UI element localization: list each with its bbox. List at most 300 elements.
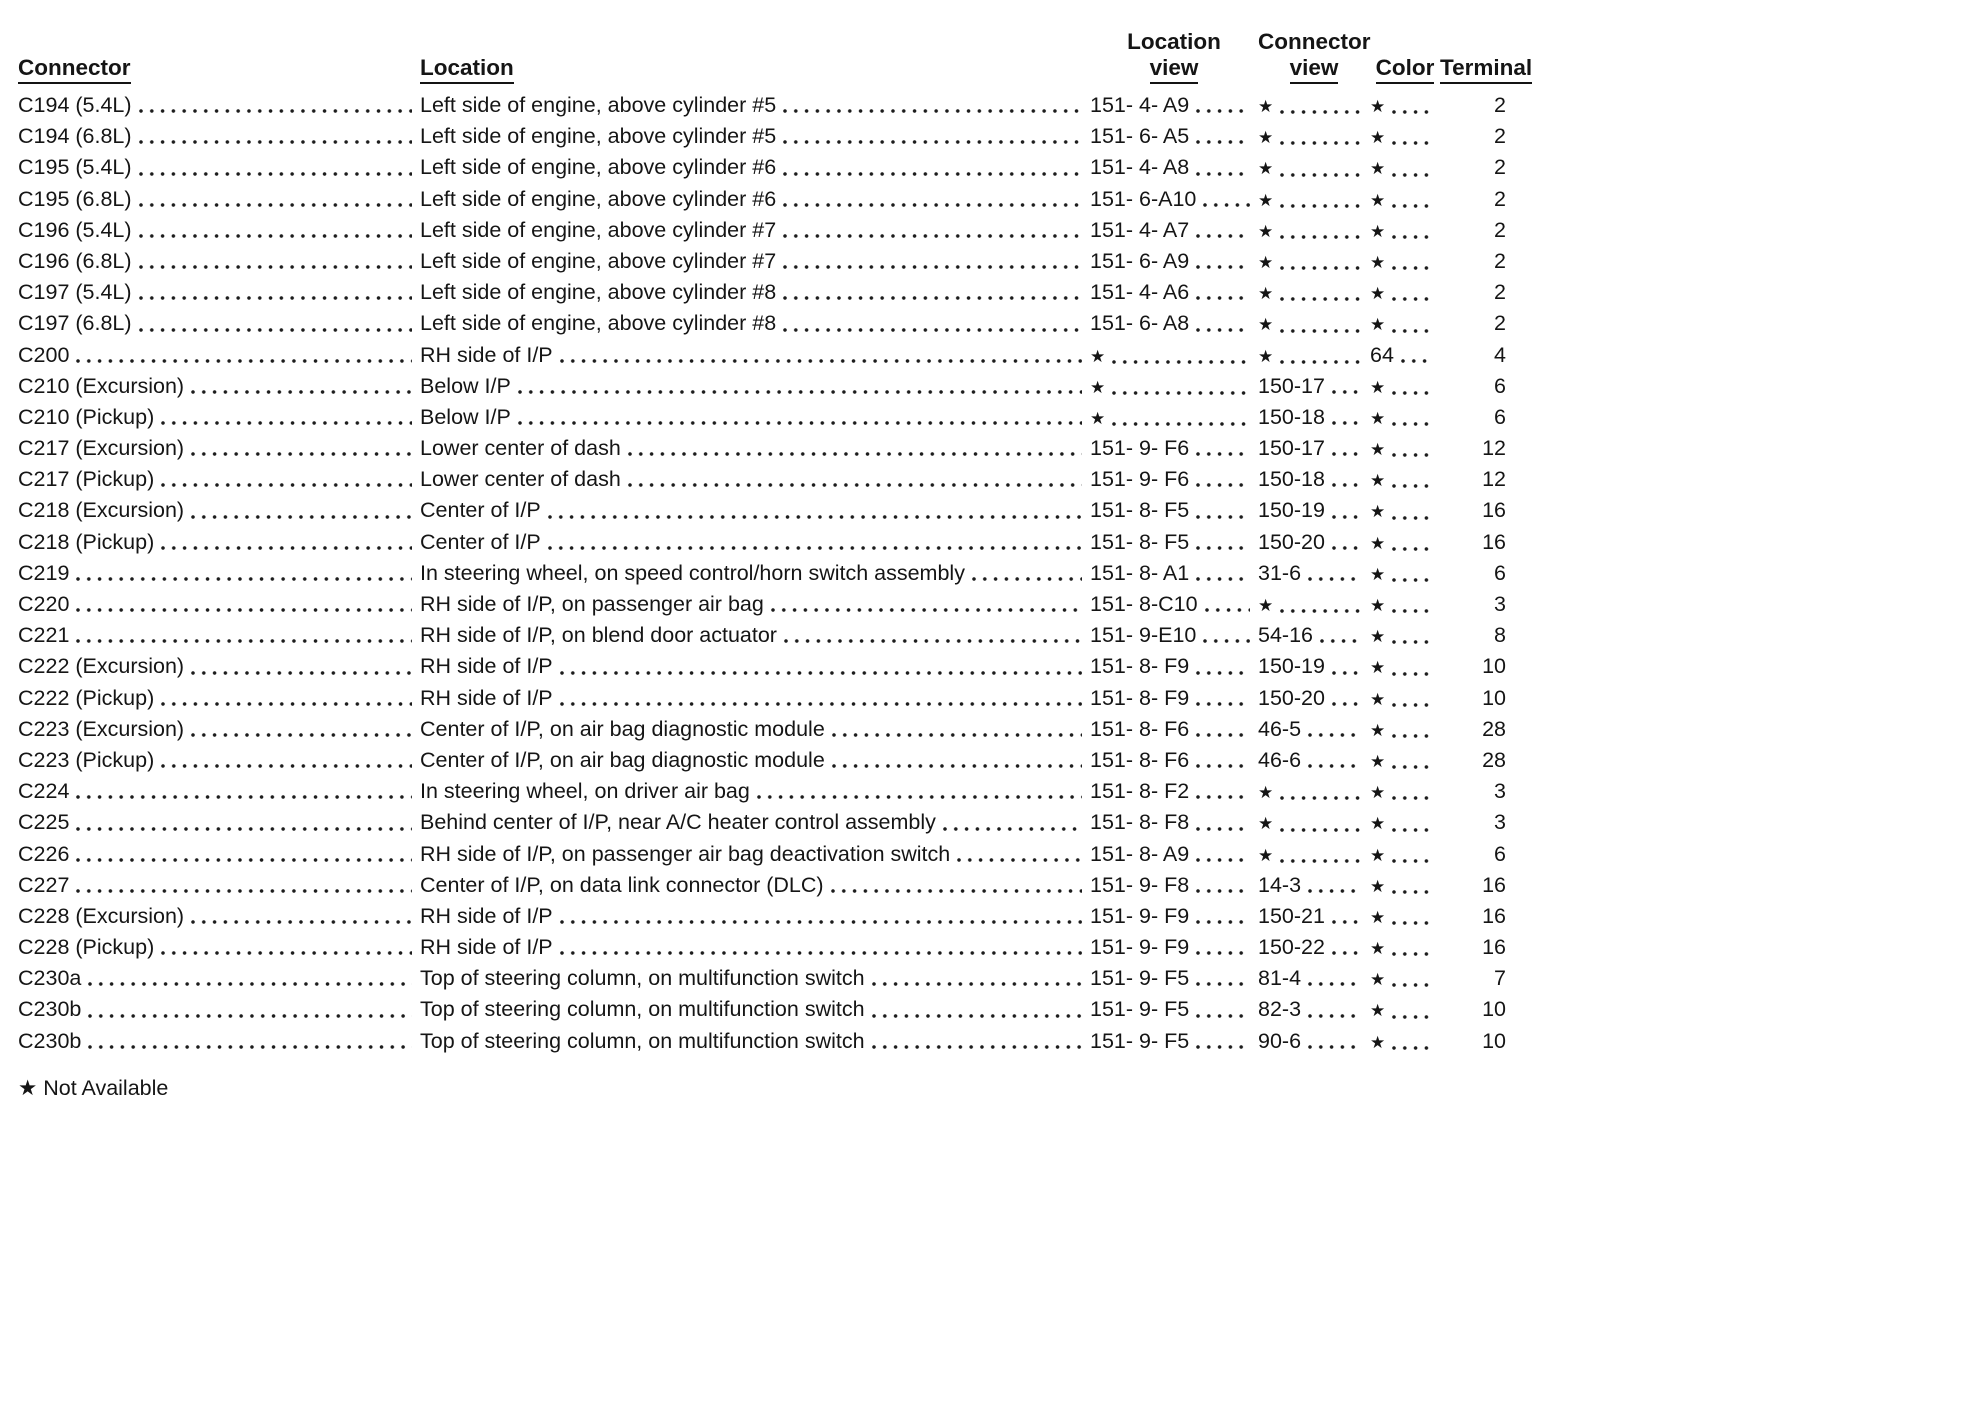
location-view-cell: [1090, 372, 1258, 403]
dot-leader: [1392, 141, 1432, 145]
table-row: [18, 683, 1530, 714]
connector-cell: [18, 277, 420, 308]
connector-id: C195 (5.4L): [18, 155, 132, 180]
table-row: [18, 932, 1530, 963]
connector-cell: [18, 1026, 420, 1057]
connector-id: C218 (Excursion): [18, 498, 185, 523]
terminal-cell: [1440, 371, 1530, 402]
dot-leader: [1280, 796, 1362, 800]
terminal-value: 10: [1482, 654, 1506, 679]
connector-location: RH side of I/P: [420, 903, 553, 928]
connector-location: Center of I/P, on air bag diagnostic module: [420, 747, 825, 772]
dot-leader: [139, 140, 412, 144]
table-row: [18, 402, 1530, 433]
location-view-cell: [1090, 341, 1258, 372]
location-view-value: ★: [1090, 346, 1106, 366]
connector-view-value: ★: [1258, 315, 1274, 335]
location-view-value: 151- 8- F6: [1090, 747, 1190, 772]
color-value: ★: [1370, 720, 1386, 740]
color-value: ★: [1370, 190, 1386, 210]
table-row: [18, 215, 1530, 246]
location-view-value: 151- 9- F8: [1090, 872, 1190, 897]
dot-leader: [783, 234, 1082, 238]
location-cell: [420, 683, 1090, 714]
dot-leader: [88, 1045, 412, 1049]
color-value: ★: [1370, 627, 1386, 647]
terminal-cell: [1440, 839, 1530, 870]
dot-leader: [161, 421, 412, 425]
connector-location: Lower center of dash: [420, 467, 621, 492]
location-view-value: 151- 8- F5: [1090, 529, 1190, 554]
connector-view-cell: [1258, 932, 1370, 963]
dot-leader: [560, 671, 1082, 675]
terminal-value: 2: [1494, 93, 1506, 117]
dot-leader: [1280, 204, 1362, 208]
color-value: ★: [1370, 502, 1386, 522]
connector-id: C195 (6.8L): [18, 186, 132, 211]
connector-view-cell: [1258, 278, 1370, 309]
terminal-cell: [1440, 433, 1530, 464]
color-value: ★: [1370, 221, 1386, 241]
dot-leader: [783, 140, 1082, 144]
dot-leader: [139, 296, 412, 300]
connector-location-table-page: [18, 10, 1533, 1101]
dot-leader: [1205, 608, 1250, 612]
connector-id: C194 (5.4L): [18, 93, 132, 117]
terminal-value: 7: [1494, 966, 1506, 991]
connector-id: C217 (Excursion): [18, 436, 185, 461]
dot-leader: [1196, 172, 1250, 176]
location-view-cell: [1090, 807, 1258, 838]
connector-view-cell: [1258, 371, 1370, 402]
connector-location: RH side of I/P, on blend door actuator: [420, 623, 777, 648]
connector-cell: [18, 90, 420, 121]
connector-view-cell: [1258, 153, 1370, 184]
location-view-value: 151- 4- A9: [1090, 93, 1190, 117]
dot-leader: [1332, 671, 1362, 675]
location-cell: [420, 340, 1090, 371]
connector-location: Left side of engine, above cylinder #6: [420, 155, 777, 180]
connector-view-value: 46-5: [1258, 716, 1302, 741]
connector-location: Center of I/P: [420, 529, 541, 554]
connector-location: In steering wheel, on speed control/horn switch assembly: [420, 560, 965, 585]
color-value: ★: [1370, 252, 1386, 272]
connector-view-cell: [1258, 714, 1370, 745]
terminal-value: 3: [1494, 779, 1506, 804]
connector-location: Top of steering column, on multifunction switch: [420, 966, 865, 991]
dot-leader: [560, 702, 1082, 706]
location-cell: [420, 215, 1090, 246]
color-cell: [1370, 590, 1440, 621]
dot-leader: [1196, 982, 1250, 986]
dot-leader: [1332, 702, 1362, 706]
location-view-cell: [1090, 495, 1258, 526]
location-view-value: 151- 9-E10: [1090, 623, 1197, 648]
dot-leader: [1308, 889, 1362, 893]
dot-leader: [1392, 890, 1432, 894]
color-cell: [1370, 340, 1440, 371]
location-view-cell: [1090, 839, 1258, 870]
dot-leader: [1392, 1015, 1432, 1019]
connector-view-cell: [1258, 91, 1370, 122]
connector-id: C217 (Pickup): [18, 467, 155, 492]
connector-cell: [18, 340, 420, 371]
location-view-cell: [1090, 589, 1258, 620]
header-connector-view-line1: Connector: [1258, 29, 1371, 54]
dot-leader: [161, 702, 412, 706]
location-view-value: 151- 8- F2: [1090, 779, 1190, 804]
dot-leader: [560, 951, 1082, 955]
dot-leader: [1392, 672, 1432, 676]
dot-leader: [1203, 203, 1250, 207]
connector-id: C197 (5.4L): [18, 280, 132, 305]
dot-leader: [1392, 297, 1432, 301]
terminal-cell: [1440, 651, 1530, 682]
table-row: [18, 807, 1530, 838]
connector-view-cell: [1258, 185, 1370, 216]
dot-leader: [161, 546, 412, 550]
header-location-view: [1090, 29, 1258, 84]
dot-leader: [957, 858, 1082, 862]
location-view-value: 151- 8- F9: [1090, 685, 1190, 710]
connector-view-value: 150-21: [1258, 903, 1325, 928]
connector-cell: [18, 433, 420, 464]
connector-id: C194 (6.8L): [18, 124, 132, 149]
location-view-cell: [1090, 152, 1258, 183]
color-value: ★: [1370, 471, 1386, 491]
header-connector-cell: [18, 55, 420, 84]
dot-leader: [1280, 360, 1362, 364]
connector-location: Left side of engine, above cylinder #6: [420, 186, 777, 211]
connector-location: RH side of I/P: [420, 654, 553, 679]
dot-leader: [1196, 733, 1250, 737]
dot-leader: [548, 546, 1082, 550]
connector-location: Below I/P: [420, 404, 511, 429]
dot-leader: [1332, 920, 1362, 924]
dot-leader: [1196, 702, 1250, 706]
connector-id: C219: [18, 560, 70, 585]
header-location-view-line2: view: [1150, 55, 1199, 84]
location-view-cell: [1090, 277, 1258, 308]
connector-view-cell: [1258, 309, 1370, 340]
terminal-value: 16: [1482, 498, 1506, 523]
dot-leader: [1332, 951, 1362, 955]
color-value: ★: [1370, 783, 1386, 803]
dot-leader: [161, 764, 412, 768]
location-view-value: 151- 4- A6: [1090, 280, 1190, 305]
connector-location: Lower center of dash: [420, 436, 621, 461]
color-cell: [1370, 122, 1440, 153]
location-cell: [420, 901, 1090, 932]
connector-cell: [18, 683, 420, 714]
connector-id: C230b: [18, 1028, 82, 1053]
connector-view-value: 150-20: [1258, 529, 1325, 554]
dot-leader: [548, 515, 1082, 519]
terminal-cell: [1440, 1026, 1530, 1057]
color-cell: [1370, 808, 1440, 839]
location-view-value: 151- 8-C10: [1090, 592, 1198, 616]
color-cell: [1370, 185, 1440, 216]
dot-leader: [191, 515, 412, 519]
connector-view-value: 90-6: [1258, 1028, 1302, 1053]
connector-cell: [18, 870, 420, 901]
header-location-cell: [420, 55, 1090, 84]
terminal-cell: [1440, 589, 1530, 620]
table-row: [18, 308, 1530, 339]
connector-cell: [18, 807, 420, 838]
connector-location: RH side of I/P: [420, 935, 553, 960]
location-view-cell: [1090, 994, 1258, 1025]
terminal-cell: [1440, 776, 1530, 807]
connector-view-cell: [1258, 402, 1370, 433]
table-row: [18, 371, 1530, 402]
connector-id: C228 (Excursion): [18, 903, 185, 928]
location-view-cell: [1090, 620, 1258, 651]
color-value: ★: [1370, 1001, 1386, 1021]
connector-location: Center of I/P: [420, 498, 541, 523]
dot-leader: [1392, 921, 1432, 925]
dot-leader: [1196, 951, 1250, 955]
table-row: [18, 994, 1530, 1025]
color-value: ★: [1370, 970, 1386, 990]
color-cell: [1370, 465, 1440, 496]
color-cell: [1370, 434, 1440, 465]
location-view-value: 151- 8- F8: [1090, 810, 1190, 835]
location-view-cell: [1090, 714, 1258, 745]
dot-leader: [783, 172, 1082, 176]
table-row: [18, 121, 1530, 152]
dot-leader: [1280, 110, 1362, 114]
connector-id: C200: [18, 342, 70, 367]
dot-leader: [139, 265, 412, 269]
color-value: ★: [1370, 533, 1386, 553]
connector-view-cell: [1258, 620, 1370, 651]
connector-view-cell: [1258, 745, 1370, 776]
location-view-cell: [1090, 745, 1258, 776]
color-cell: [1370, 746, 1440, 777]
dot-leader: [1112, 422, 1250, 426]
table-row: [18, 495, 1530, 526]
terminal-cell: [1440, 683, 1530, 714]
location-view-cell: [1090, 870, 1258, 901]
dot-leader: [1392, 547, 1432, 551]
header-location: Location: [420, 55, 514, 84]
connector-view-value: ★: [1258, 252, 1274, 272]
connector-view-value: 150-19: [1258, 498, 1325, 523]
connector-cell: [18, 901, 420, 932]
color-value: ★: [1370, 814, 1386, 834]
dot-leader: [139, 328, 412, 332]
dot-leader: [1280, 859, 1362, 863]
connector-view-value: 46-6: [1258, 747, 1302, 772]
connector-cell: [18, 152, 420, 183]
connector-view-value: ★: [1258, 596, 1274, 615]
table-row: [18, 839, 1530, 870]
dot-leader: [1332, 483, 1362, 487]
dot-leader: [139, 203, 412, 207]
dot-leader: [1280, 329, 1362, 333]
color-cell: [1370, 496, 1440, 527]
dot-leader: [872, 1014, 1082, 1018]
connector-view-value: ★: [1258, 97, 1274, 116]
connector-view-cell: [1258, 994, 1370, 1025]
connector-view-value: 150-19: [1258, 654, 1325, 679]
dot-leader: [1392, 828, 1432, 832]
location-cell: [420, 90, 1090, 121]
terminal-cell: [1440, 464, 1530, 495]
terminal-value: 6: [1494, 404, 1506, 429]
location-cell: [420, 807, 1090, 838]
header-connector: Connector: [18, 55, 131, 84]
dot-leader: [1203, 639, 1250, 643]
connector-view-cell: [1258, 341, 1370, 372]
connector-view-value: 150-22: [1258, 935, 1325, 960]
dot-leader: [872, 1045, 1082, 1049]
terminal-value: 28: [1482, 716, 1506, 741]
dot-leader: [832, 764, 1082, 768]
dot-leader: [1196, 515, 1250, 519]
dot-leader: [1392, 952, 1432, 956]
terminal-value: 16: [1482, 935, 1506, 960]
location-view-value: 151- 4- A8: [1090, 155, 1190, 180]
connector-view-value: 31-6: [1258, 560, 1302, 585]
connector-cell: [18, 994, 420, 1025]
connector-view-value: 54-16: [1258, 623, 1313, 648]
connector-cell: [18, 527, 420, 558]
terminal-cell: [1440, 152, 1530, 183]
color-cell: [1370, 902, 1440, 933]
dot-leader: [1392, 578, 1432, 582]
connector-view-value: ★: [1258, 159, 1274, 179]
color-cell: [1370, 372, 1440, 403]
location-view-cell: [1090, 184, 1258, 215]
header-terminal: Terminal: [1440, 55, 1532, 84]
terminal-value: 2: [1494, 124, 1506, 149]
location-view-cell: [1090, 651, 1258, 682]
connector-view-cell: [1258, 651, 1370, 682]
dot-leader: [518, 390, 1082, 394]
connector-id: C223 (Excursion): [18, 716, 185, 741]
connector-cell: [18, 371, 420, 402]
dot-leader: [191, 920, 412, 924]
dot-leader: [1196, 452, 1250, 456]
dot-leader: [1196, 296, 1250, 300]
dot-leader: [1280, 266, 1362, 270]
color-cell: [1370, 403, 1440, 434]
color-cell: [1370, 621, 1440, 652]
connector-id: C227: [18, 872, 70, 897]
connector-id: C222 (Excursion): [18, 654, 185, 679]
location-view-value: 151- 6- A9: [1090, 248, 1190, 273]
terminal-cell: [1440, 277, 1530, 308]
terminal-cell: [1440, 807, 1530, 838]
location-view-value: 151- 9- F6: [1090, 467, 1190, 492]
terminal-value: 10: [1482, 997, 1506, 1022]
dot-leader: [1196, 889, 1250, 893]
color-value: ★: [1370, 658, 1386, 678]
terminal-cell: [1440, 994, 1530, 1025]
location-view-value: ★: [1090, 377, 1106, 397]
connector-view-cell: [1258, 901, 1370, 932]
dot-leader: [139, 234, 412, 238]
dot-leader: [771, 608, 1082, 612]
dot-leader: [783, 328, 1082, 332]
connector-location: Left side of engine, above cylinder #7: [420, 217, 777, 242]
dot-leader: [76, 577, 412, 581]
dot-leader: [1308, 577, 1362, 581]
terminal-value: 2: [1494, 186, 1506, 211]
connector-id: C230a: [18, 966, 82, 991]
connector-view-value: 82-3: [1258, 997, 1302, 1022]
dot-leader: [1392, 484, 1432, 488]
connector-view-value: 150-17: [1258, 373, 1325, 398]
dot-leader: [757, 795, 1082, 799]
color-value: ★: [1370, 284, 1386, 304]
connector-location: Left side of engine, above cylinder #7: [420, 248, 777, 273]
color-value: ★: [1370, 159, 1386, 179]
connector-view-value: 81-4: [1258, 966, 1302, 991]
location-view-cell: [1090, 403, 1258, 434]
location-view-cell: [1090, 932, 1258, 963]
table-row: [18, 152, 1530, 183]
location-cell: [420, 963, 1090, 994]
dot-leader: [1392, 266, 1432, 270]
connector-view-cell: [1258, 433, 1370, 464]
connector-id: C225: [18, 810, 70, 835]
header-color: Color: [1376, 55, 1435, 84]
terminal-value: 2: [1494, 217, 1506, 242]
connector-cell: [18, 932, 420, 963]
location-view-cell: [1090, 90, 1258, 121]
connector-view-value: ★: [1258, 346, 1274, 366]
location-cell: [420, 589, 1090, 620]
location-cell: [420, 433, 1090, 464]
color-value: ★: [1370, 440, 1386, 460]
dot-leader: [1280, 297, 1362, 301]
connector-id: C210 (Pickup): [18, 404, 155, 429]
terminal-cell: [1440, 558, 1530, 589]
location-cell: [420, 464, 1090, 495]
connector-view-cell: [1258, 590, 1370, 621]
header-location-view-line1: Location: [1127, 29, 1221, 54]
dot-leader: [1112, 391, 1250, 395]
header-color-cell: [1370, 55, 1440, 84]
color-cell: [1370, 964, 1440, 995]
color-value: ★: [1370, 596, 1386, 615]
location-view-value: 151- 9- F5: [1090, 966, 1190, 991]
dot-leader: [1332, 452, 1362, 456]
location-cell: [420, 184, 1090, 215]
connector-view-value: 150-18: [1258, 467, 1325, 492]
header-terminal-cell: [1440, 55, 1533, 84]
dot-leader: [76, 827, 412, 831]
dot-leader: [1280, 235, 1362, 239]
connector-view-cell: [1258, 495, 1370, 526]
connector-cell: [18, 464, 420, 495]
color-value: ★: [1370, 1032, 1386, 1052]
color-cell: [1370, 1027, 1440, 1058]
connector-cell: [18, 589, 420, 620]
connector-id: C228 (Pickup): [18, 935, 155, 960]
location-view-value: ★: [1090, 408, 1106, 428]
location-view-value: 151- 6- A8: [1090, 311, 1190, 336]
location-view-cell: [1090, 308, 1258, 339]
connector-cell: [18, 776, 420, 807]
dot-leader: [783, 203, 1082, 207]
connector-view-value: ★: [1258, 783, 1274, 803]
terminal-cell: [1440, 340, 1530, 371]
terminal-cell: [1440, 495, 1530, 526]
